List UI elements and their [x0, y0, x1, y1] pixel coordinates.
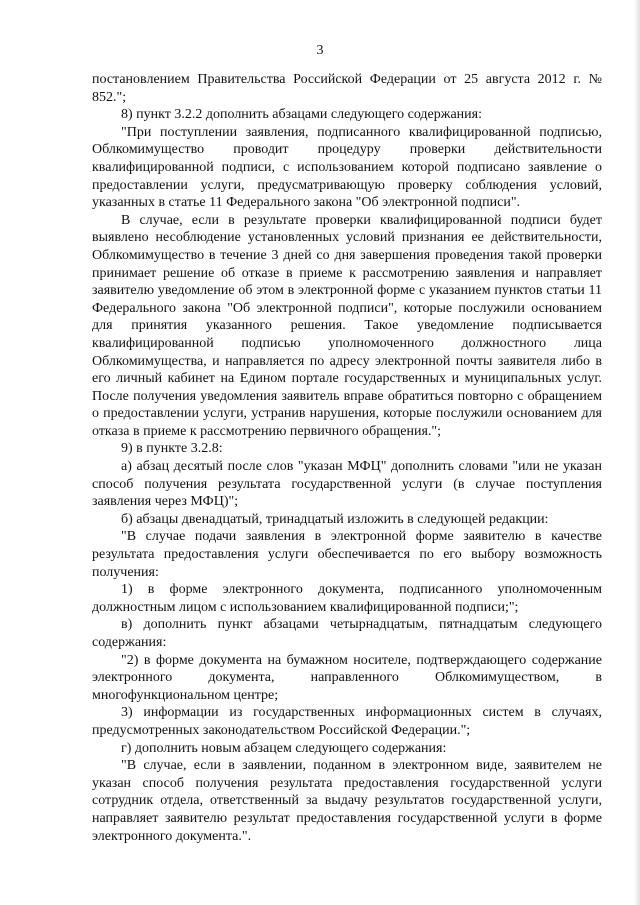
paragraph-no-method-specified: "В случае, если в заявлении, поданном в электронном виде, заявителем не указан способ получения результата предоставления государственной услуги сотрудник отдела, ответственный за выдачу результатов государственной услуги, направляет заявителю результат предоставления государственной услуги в форме электронного документа.". [92, 758, 602, 844]
scan-edge-shadow [634, 0, 640, 905]
paragraph-subitem-g: г) дополнить новым абзацем следующего содержания: [121, 740, 447, 756]
paragraph-invalid-signature: В случае, если в результате проверки квалифицированной подписи будет выявлено несоблюдение установленных условий признания ее действительности, Облкомимущество в течение 3 дней со дня завершения проведения такой проверки принимает решение об отказе в приеме к рассмотрению заявления и направляет заявителю уведомление об этом в электронной форме с указанием пунктов статьи 11 Федерального закона "Об электронной подписи", которые послужили основанием для принятия указанного решения. Такое уведомление подписывается квалифицированной подписью уполномоченного должностного лица Облкомимущества, и направляется по адресу электронной почты заявителя либо в его личный кабинет на Едином портале государственных и муниципальных услуг. После получения уведомления заявитель вправе обратиться повторно с обращением о предоставлении услуги, устранив нарушения, которые послужили основанием для отказа в приеме к рассмотрению первичного обращения."; [92, 212, 602, 439]
paragraph-subitem-v: в) дополнить пункт абзацами четырнадцатым, пятнадцатым следующего содержания: [92, 617, 602, 650]
paragraph-subitem-a: а) абзац десятый после слов "указан МФЦ" дополнить словами "или не указан способ получения результата государственной услуги (в случае поступления заявления через МФЦ)"; [92, 459, 602, 510]
paragraph-option-1: 1) в форме электронного документа, подписанного уполномоченным должностным лицом с использованием квалифицированной подписи;"; [92, 582, 602, 615]
paragraph-subitem-b: б) абзацы двенадцатый, тринадцатый изложить в следующей редакции: [121, 511, 549, 527]
paragraph-option-3: 3) информации из государственных информационных систем в случаях, предусмотренных законодательством Российской Федерации."; [92, 705, 602, 738]
paragraph-electronic-result: "В случае подачи заявления в электронной форме заявителю в качестве результата предоставления услуги обеспечивается по его выбору возможность получения: [92, 529, 602, 580]
paragraph-item-8: 8) пункт 3.2.2 дополнить абзацами следующего содержания: [121, 107, 482, 123]
document-body [92, 71, 602, 845]
paragraph-continuation: постановлением Правительства Российской Федерации от 25 августа 2012 г. № 852."; [92, 72, 602, 105]
paragraph-signature-check: "При поступлении заявления, подписанного квалифицированной подписью, Облкомимущество проводит процедуру проверки действительности квалифицированной подписи, с использованием которой подписано заявление о предоставлении услуги, предусматривающую проверку соблюдения условий, указанных в статье 11 Федерального закона "Об электронной подписи". [92, 124, 602, 211]
page-number: 3 [316, 43, 324, 58]
paragraph-option-2: "2) в форме документа на бумажном носителе, подтверждающего содержание электронного документа, направленного Облкомимуществом, в многофункциональном центре; [92, 652, 602, 703]
paragraph-item-9: 9) в пункте 3.2.8: [121, 441, 223, 457]
